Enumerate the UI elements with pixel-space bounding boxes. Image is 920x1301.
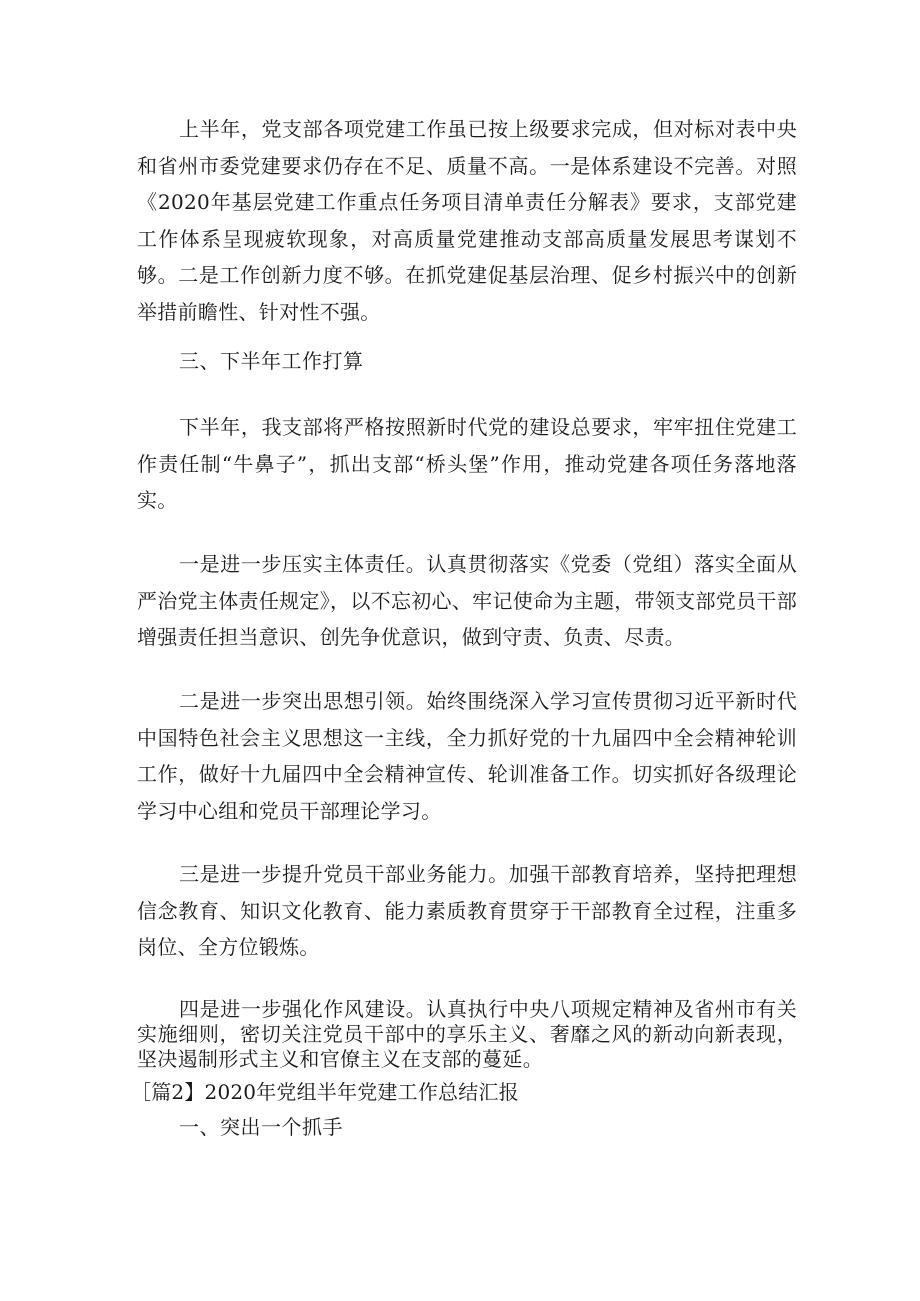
- article-title-part-2: ［篇2】2020年党组半年党建工作总结汇报: [131, 1080, 519, 1104]
- paragraph-cadre-capability: 三是进一步提升党员干部业务能力。加强干部教育培养，坚持把理想信念教育、知识文化教育、能力素质教育贯穿于干部教育全过程，注重多岗位、全方位锻炼。: [137, 862, 797, 959]
- paragraph-second-half-intro: 下半年，我支部将严格按照新时代党的建设总要求，牢牢扭住党建工作责任制“牛鼻子”，抓出支部“桥头堡”作用，推动党建各项任务落地落实。: [137, 415, 797, 512]
- paragraph-ideological-guidance: 二是进一步突出思想引领。始终围绕深入学习宣传贯彻习近平新时代中国特色社会主义思想这一主线，全力抓好党的十九届四中全会精神轮训工作，做好十九届四中全会精神宣传、轮训准备工作。切实抓好各级理论学习中心组和党员干部理论学习。: [137, 689, 797, 823]
- paragraph-first-half-shortcomings: 上半年，党支部各项党建工作虽已按上级要求完成，但对标对表中央和省州市委党建要求仍存在不足、质量不高。一是体系建设不完善。对照《2020年基层党建工作重点任务项目清单责任分解表》要求，支部党建工作体系呈现疲软现象，对高质量党建推动支部高质量发展思考谋划不够。二是工作创新力度不够。在抓党建促基层治理、促乡村振兴中的创新举措前瞻性、针对性不强。: [137, 117, 797, 324]
- paragraph-work-style: 四是进一步强化作风建设。认真执行中央八项规定精神及省州市有关实施细则，密切关注党员干部中的享乐主义、奢靡之风的新动向新表现，坚决遏制形式主义和官僚主义在支部的蔓延。: [137, 997, 797, 1071]
- paragraph-responsibility: 一是进一步压实主体责任。认真贯彻落实《党委（党组）落实全面从严治党主体责任规定》，以不忘初心、牢记使命为主题，带领支部党员干部增强责任担当意识、创先争优意识，做到守责、负责、尽责。: [137, 552, 797, 649]
- subheading-one-focus: 一、突出一个抓手: [179, 1115, 343, 1139]
- section-heading-second-half-plan: 三、下半年工作打算: [179, 349, 364, 373]
